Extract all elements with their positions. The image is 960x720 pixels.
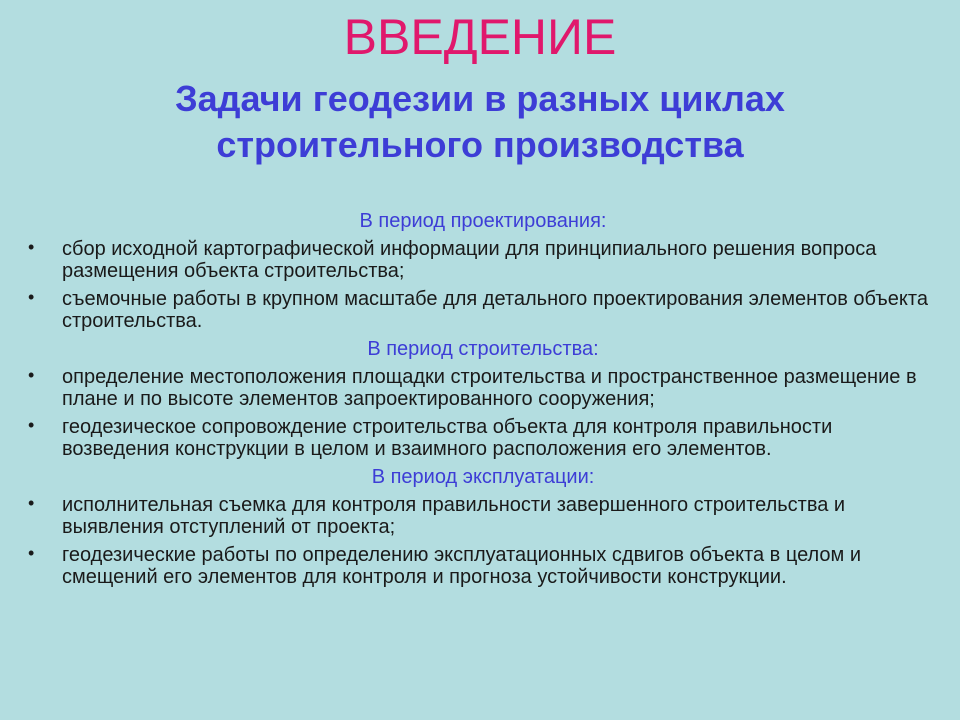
section-design [28, 210, 938, 332]
bullet-text: исполнительная съемка для контроля правильности завершенного строительства и выявления отступлений от проекта; [62, 494, 846, 538]
subtitle-line: Задачи геодезии в разных циклах [175, 78, 785, 119]
bullet-list [28, 238, 938, 332]
bullet-text: геодезические работы по определению эксплуатационных сдвигов объекта в целом и смещений его элементов для контроля и прогноза устойчивости конструкции. [62, 544, 862, 588]
bullet-item [28, 366, 938, 410]
bullet-item [28, 494, 938, 538]
bullet-text: геодезическое сопровождение строительства объекта для контроля правильности возведения конструкции в целом и взаимного расположения его элементов. [62, 416, 833, 460]
section-heading: В период эксплуатации: [371, 466, 595, 488]
bullet-icon: • [28, 287, 35, 307]
bullet-item [28, 288, 938, 332]
section-operation [28, 466, 938, 588]
section-heading: В период проектирования: [359, 210, 607, 232]
bullet-list [28, 366, 938, 460]
bullet-text: определение местоположения площадки строительства и пространственное размещение в плане и по высоте элементов запроектированного сооружения; [62, 366, 917, 410]
bullet-list [28, 494, 938, 588]
section-construction [28, 338, 938, 460]
section-heading: В период строительства: [367, 338, 599, 360]
bullet-icon: • [28, 543, 35, 563]
bullet-icon: • [28, 237, 35, 257]
bullet-text: сбор исходной картографической информации для принципиального решения вопроса размещения объекта строительства; [62, 238, 877, 282]
slide-title: ВВЕДЕНИЕ [343, 9, 617, 65]
bullet-text: съемочные работы в крупном масштабе для детального проектирования элементов объекта строительства. [62, 288, 928, 332]
bullet-item [28, 416, 938, 460]
subtitle-line: строительного производства [216, 124, 744, 165]
slide-subtitle [100, 76, 860, 168]
bullet-icon: • [28, 365, 35, 385]
bullet-icon: • [28, 493, 35, 513]
bullet-icon: • [28, 415, 35, 435]
content-body [28, 210, 938, 594]
bullet-item [28, 238, 938, 282]
bullet-item [28, 544, 938, 588]
